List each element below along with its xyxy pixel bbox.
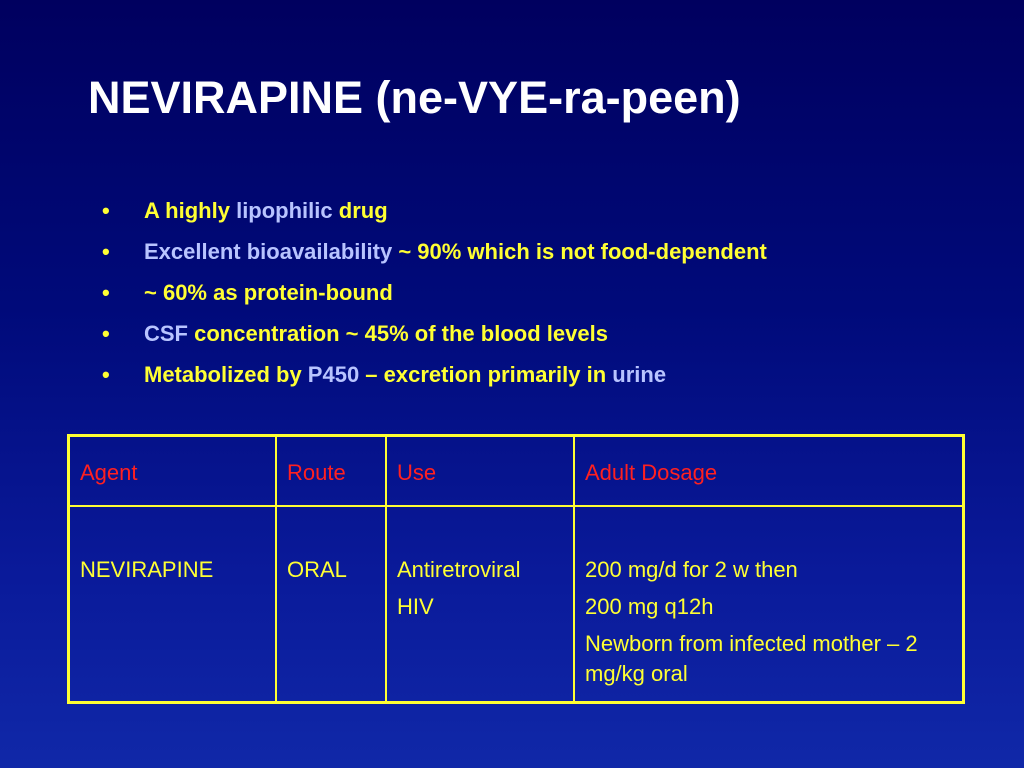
bullet-list <box>96 196 767 401</box>
bullet-text: ~ 60% as protein-bound <box>144 280 393 305</box>
cell-route: ORAL <box>276 506 386 703</box>
header-agent: Agent <box>69 436 277 507</box>
bullet-text: – excretion primarily in <box>359 362 613 387</box>
use-line: HIV <box>397 594 434 619</box>
bullet-text: concentration ~ 45% of the blood levels <box>188 321 608 346</box>
bullet-text: ~ 90% which is not food-dependent <box>392 239 767 264</box>
cell-agent: NEVIRAPINE <box>69 506 277 703</box>
dosage-line: 200 mg q12h <box>585 594 714 619</box>
bullet-icon: • <box>102 280 110 305</box>
table-row <box>69 506 964 703</box>
bullet-text: CSF <box>144 321 188 346</box>
bullet-icon: • <box>102 239 110 264</box>
bullet-text: P450 <box>307 362 360 387</box>
bullet-item <box>96 278 767 319</box>
bullet-text: urine <box>612 362 667 387</box>
bullet-text: lipophilic <box>236 198 333 223</box>
dosage-line: Newborn from infected mother – 2 mg/kg oral <box>585 631 918 686</box>
dosage-line: 200 mg/d for 2 w then <box>585 557 798 582</box>
bullet-icon: • <box>102 198 110 223</box>
drug-table <box>67 434 965 704</box>
bullet-text: Metabolized by <box>144 362 308 387</box>
bullet-icon: • <box>102 321 110 346</box>
bullet-text: Excellent bioavailability <box>144 239 393 264</box>
cell-dosage <box>574 506 964 703</box>
header-route: Route <box>276 436 386 507</box>
bullet-item <box>96 237 767 278</box>
bullet-item <box>96 360 767 401</box>
header-use: Use <box>386 436 574 507</box>
bullet-icon: • <box>102 362 110 387</box>
bullet-text: drug <box>332 198 388 223</box>
bullet-text: A highly <box>144 198 237 223</box>
bullet-item <box>96 319 767 360</box>
cell-use <box>386 506 574 703</box>
table-header-row <box>69 436 964 507</box>
bullet-item <box>96 196 767 237</box>
header-adult-dosage: Adult Dosage <box>574 436 964 507</box>
slide-title: NEVIRAPINE (ne-VYE-ra-peen) <box>88 72 741 123</box>
use-line: Antiretroviral <box>397 557 521 582</box>
